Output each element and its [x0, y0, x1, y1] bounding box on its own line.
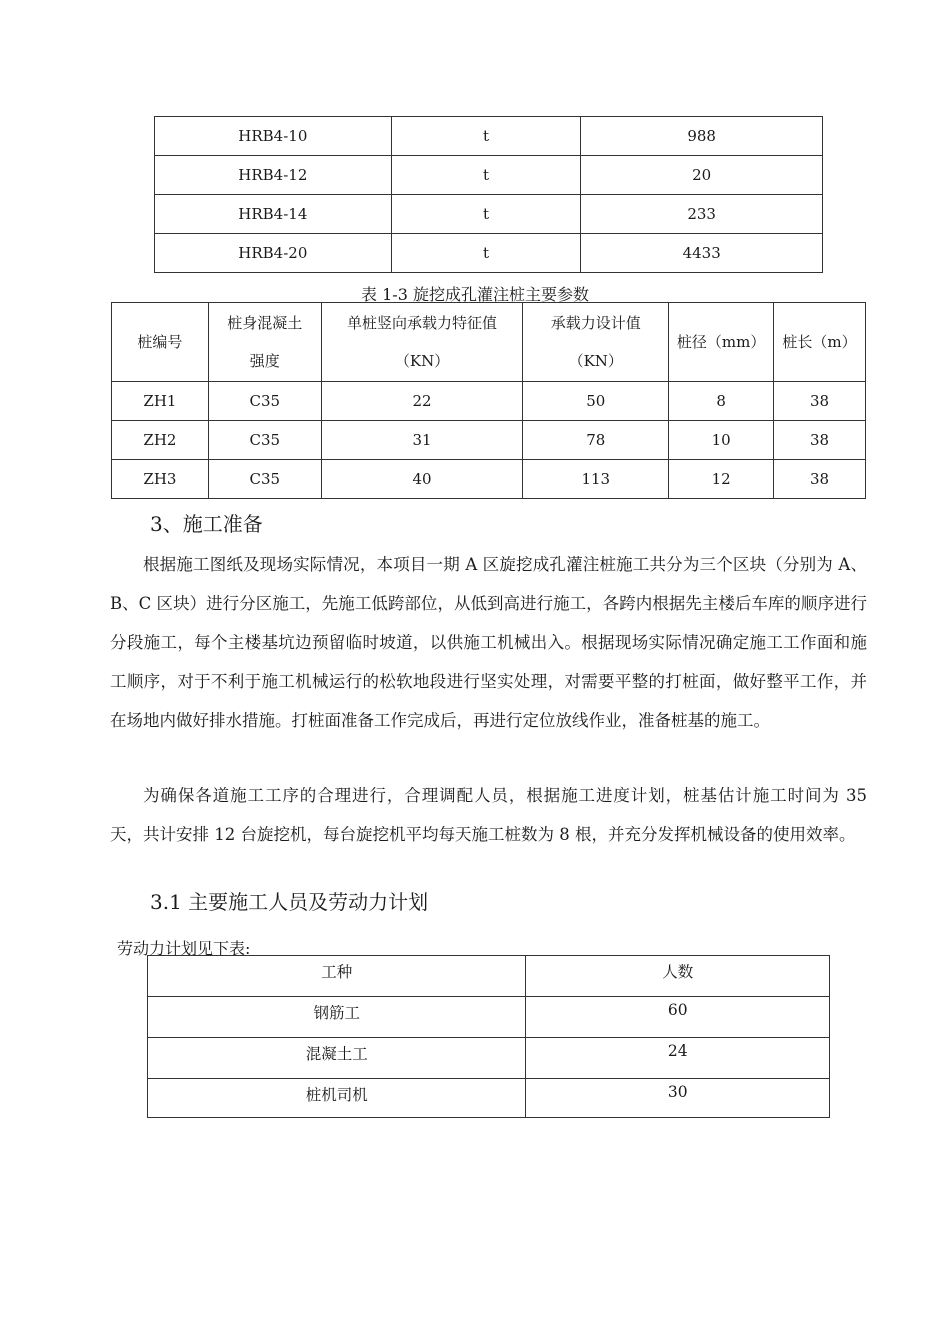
steel-grade: HRB4-20: [155, 234, 392, 273]
steel-qty: 20: [581, 156, 823, 195]
steel-qty: 233: [581, 195, 823, 234]
pile-design-capacity: 50: [523, 382, 669, 421]
header-design-capacity: [523, 303, 669, 382]
header-line: （KN）: [568, 352, 623, 370]
header-diameter: 桩径（mm）: [669, 303, 774, 382]
pile-grade: C35: [208, 460, 321, 499]
header-count: 人数: [526, 956, 830, 997]
steel-unit: t: [391, 156, 581, 195]
pile-grade: C35: [208, 421, 321, 460]
pile-char-capacity: 22: [321, 382, 523, 421]
pile-char-capacity: 40: [321, 460, 523, 499]
steel-unit: t: [391, 117, 581, 156]
steel-grade: HRB4-14: [155, 195, 392, 234]
pile-id: ZH2: [112, 421, 209, 460]
header-trade: 工种: [148, 956, 526, 997]
header-line: 强度: [249, 352, 280, 370]
table-row: [155, 234, 823, 273]
subsection-heading: 3.1 主要施工人员及劳动力计划: [150, 890, 429, 914]
steel-qty: 988: [581, 117, 823, 156]
table-row: [112, 460, 866, 499]
paragraph: 根据施工图纸及现场实际情况，本项目一期 A 区旋挖成孔灌注桩施工共分为三个区块（分别为 A、B、C 区块）进行分区施工，先施工低跨部位，从低到高进行施工，各跨内根据先主楼后车库的顺序进行分段施工，每个主楼基坑边预留临时坡道，以供施工机械出入。根据现场实际情况确定施工工作面和施工顺序，对于不利于施工机械运行的松软地段进行坚实处理，对需要平整的打桩面，做好整平工作，并在场地内做好排水措施。打桩面准备工作完成后，再进行定位放线作业，准备桩基的施工。: [110, 555, 867, 730]
table-row: [148, 997, 830, 1038]
pile-id: ZH3: [112, 460, 209, 499]
table-header-row: [112, 303, 866, 382]
pile-length: 38: [774, 460, 866, 499]
pile-diameter: 12: [669, 460, 774, 499]
trade: 桩机司机: [148, 1079, 526, 1118]
trade: 钢筋工: [148, 997, 526, 1038]
pile-grade: C35: [208, 382, 321, 421]
table-row: [148, 1079, 830, 1118]
pile-diameter: 8: [669, 382, 774, 421]
table-row: [148, 1038, 830, 1079]
table-row: [112, 382, 866, 421]
steel-unit: t: [391, 195, 581, 234]
table-row: [112, 421, 866, 460]
pile-length: 38: [774, 421, 866, 460]
steel-qty: 4433: [581, 234, 823, 273]
pile-design-capacity: 113: [523, 460, 669, 499]
pile-design-capacity: 78: [523, 421, 669, 460]
header-line: 承载力设计值: [550, 314, 641, 332]
paragraph: 为确保各道施工工序的合理进行，合理调配人员，根据施工进度计划，桩基估计施工时间为 35 天，共计安排 12 台旋挖机，每台旋挖机平均每天施工桩数为 8 根，并充分发挥机械设备的使用效率。: [110, 786, 867, 844]
header-characteristic-capacity: [321, 303, 523, 382]
header-length: 桩长（m）: [774, 303, 866, 382]
header-line: 桩身混凝土: [227, 314, 303, 332]
pile-length: 38: [774, 382, 866, 421]
count: 60: [526, 997, 830, 1038]
table-row: [155, 117, 823, 156]
trade: 混凝土工: [148, 1038, 526, 1079]
pile-id: ZH1: [112, 382, 209, 421]
pile-char-capacity: 31: [321, 421, 523, 460]
table-row: [155, 156, 823, 195]
table-caption: 表 1-3 旋挖成孔灌注桩主要参数: [361, 285, 589, 304]
table-intro-label: 劳动力计划见下表:: [117, 939, 251, 958]
count: 30: [526, 1079, 830, 1118]
steel-quantity-table: [154, 116, 823, 273]
steel-grade: HRB4-10: [155, 117, 392, 156]
table-row: [155, 195, 823, 234]
pile-parameter-table: [111, 302, 866, 499]
header-line: （KN）: [394, 352, 450, 370]
count: 24: [526, 1038, 830, 1079]
table-header-row: [148, 956, 830, 997]
labor-plan-table: [147, 955, 830, 1118]
header-line: 单桩竖向承载力特征值: [347, 314, 498, 332]
pile-diameter: 10: [669, 421, 774, 460]
steel-grade: HRB4-12: [155, 156, 392, 195]
steel-unit: t: [391, 234, 581, 273]
header-pile-id: 桩编号: [112, 303, 209, 382]
section-heading: 3、施工准备: [150, 512, 263, 536]
header-concrete-grade: [208, 303, 321, 382]
